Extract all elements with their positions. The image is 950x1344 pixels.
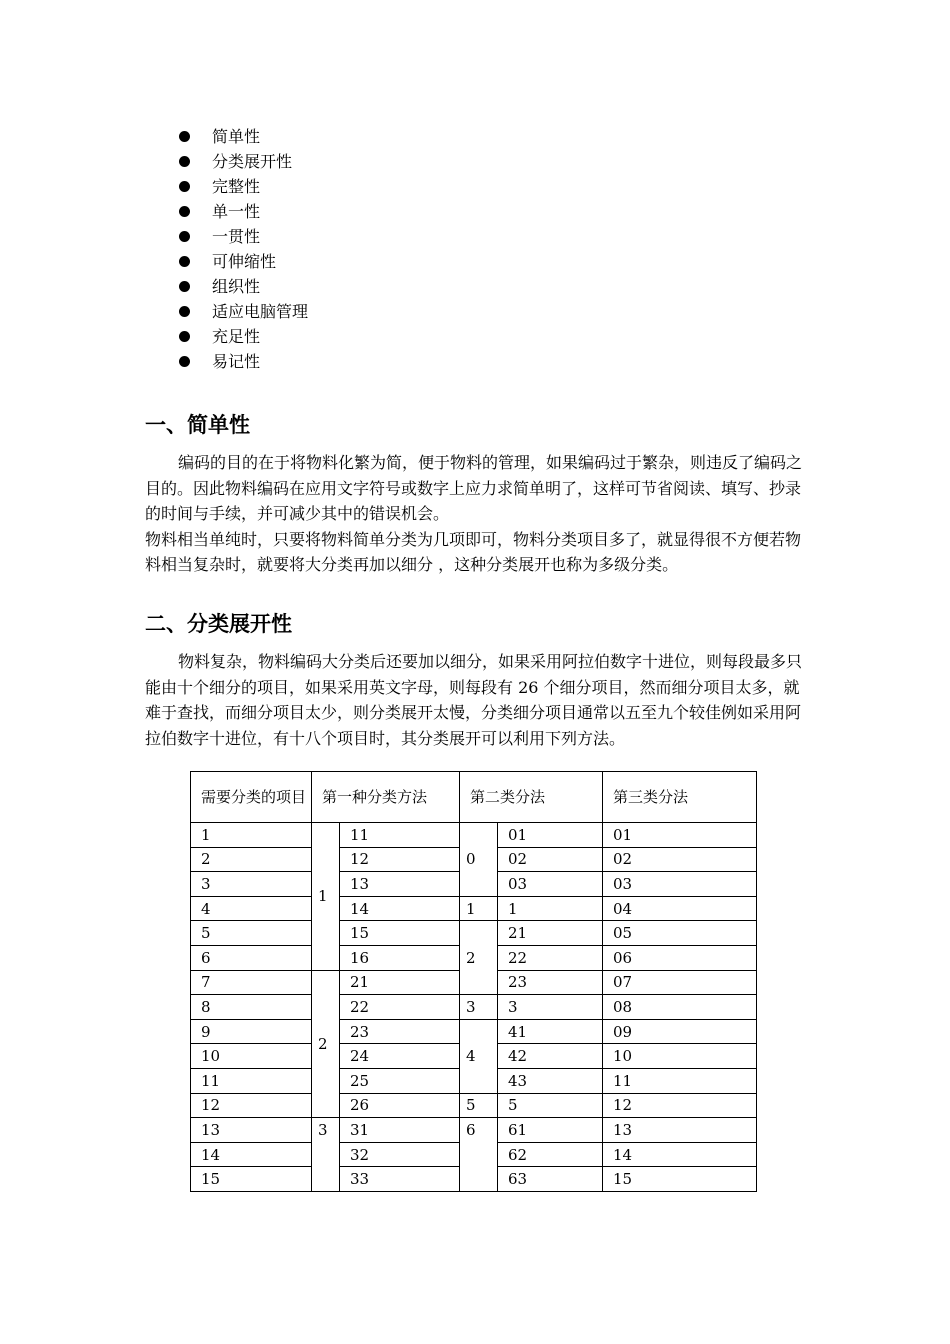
bullet-dot-icon (179, 256, 190, 267)
table-row (191, 823, 757, 848)
table-cell: 11 (340, 823, 460, 848)
table-cell: 03 (603, 872, 757, 897)
table-cell: 0 (460, 823, 498, 897)
table-cell: 16 (340, 945, 460, 970)
section-heading-expandability: 二、分类展开性 (145, 612, 292, 636)
header-cell: 第三类分法 (603, 772, 757, 823)
bullet-dot-icon (179, 306, 190, 317)
table-cell: 03 (498, 872, 603, 897)
table-cell: 5 (460, 1093, 498, 1118)
table-cell: 13 (191, 1118, 312, 1143)
bullet-dot-icon (179, 331, 190, 342)
table-cell: 15 (340, 921, 460, 946)
list-item: 完整性 (172, 174, 308, 199)
table-row (191, 995, 757, 1020)
table-cell: 2 (191, 847, 312, 872)
table-cell: 04 (603, 896, 757, 921)
section-heading-simplicity: 一、简单性 (145, 413, 250, 437)
table-cell: 12 (603, 1093, 757, 1118)
list-item: 组织性 (172, 274, 308, 299)
table-cell: 31 (340, 1118, 460, 1143)
table-cell: 1 (460, 896, 498, 921)
table-cell: 63 (498, 1167, 603, 1192)
table-cell: 13 (340, 872, 460, 897)
paragraph: 物料相当单纯时，只要将物料简单分类为几项即可，物料分类项目多了，就显得很不方便若物料相当复杂时，就要将大分类再加以细分 ，这种分类展开也称为多级分类。 (145, 529, 802, 574)
table-cell: 06 (603, 945, 757, 970)
table-row (191, 1093, 757, 1118)
table-cell: 02 (498, 847, 603, 872)
table-cell: 42 (498, 1044, 603, 1069)
table-cell: 7 (191, 970, 312, 995)
table-cell: 1 (498, 896, 603, 921)
header-cell: 需要分类的项目 (191, 772, 312, 823)
table-cell: 3 (460, 995, 498, 1020)
header-cell: 第一种分类方法 (312, 772, 460, 823)
list-item: 分类展开性 (172, 149, 308, 174)
table-header-row (191, 772, 757, 823)
table-cell: 11 (603, 1068, 757, 1093)
header-cell: 第二类分法 (460, 772, 603, 823)
bullet-dot-icon (179, 206, 190, 217)
list-item: 可伸缩性 (172, 249, 308, 274)
table-cell: 23 (340, 1019, 460, 1044)
list-item: 单一性 (172, 199, 308, 224)
bullet-dot-icon (179, 281, 190, 292)
table-cell: 12 (340, 847, 460, 872)
table-cell: 3 (312, 1118, 340, 1192)
table-cell: 3 (191, 872, 312, 897)
table-cell: 24 (340, 1044, 460, 1069)
table-cell: 9 (191, 1019, 312, 1044)
table-cell: 1 (191, 823, 312, 848)
bullet-dot-icon (179, 131, 190, 142)
table-cell: 1 (312, 823, 340, 971)
table-cell: 62 (498, 1142, 603, 1167)
table-cell: 23 (498, 970, 603, 995)
table-cell: 10 (603, 1044, 757, 1069)
table-cell: 21 (498, 921, 603, 946)
paragraph: 物料复杂，物料编码大分类后还要加以细分，如果采用阿拉伯数字十进位，则每段最多只能由十个细分的项目，如果采用英文字母，则每段有 26 个细分项目，然而细分项目太多，就难于查找，而细分项目太少，则分类展开太慢，分类细分项目通常以五至九个较佳例如采用阿拉伯数字十进位，有十八个项目时，其分类展开可以利用下列方法。 (145, 652, 803, 748)
table-cell: 08 (603, 995, 757, 1020)
table-cell: 3 (498, 995, 603, 1020)
table-row (191, 921, 757, 946)
table-cell: 25 (340, 1068, 460, 1093)
table-cell: 02 (603, 847, 757, 872)
table-cell: 33 (340, 1167, 460, 1192)
list-item: 充足性 (172, 324, 308, 349)
table-cell: 5 (498, 1093, 603, 1118)
table-cell: 05 (603, 921, 757, 946)
table-cell: 2 (312, 970, 340, 1118)
table-cell: 01 (498, 823, 603, 848)
table-cell: 61 (498, 1118, 603, 1143)
table-cell: 4 (191, 896, 312, 921)
table-cell: 11 (191, 1068, 312, 1093)
bullet-dot-icon (179, 181, 190, 192)
table-cell: 13 (603, 1118, 757, 1143)
table-cell: 4 (460, 1019, 498, 1093)
table-cell: 01 (603, 823, 757, 848)
table-row (191, 896, 757, 921)
table-cell: 22 (498, 945, 603, 970)
table-cell: 41 (498, 1019, 603, 1044)
table-cell: 22 (340, 995, 460, 1020)
section-body-simplicity (145, 450, 807, 578)
section-body-expandability (145, 649, 807, 751)
table-cell: 07 (603, 970, 757, 995)
list-item: 一贯性 (172, 224, 308, 249)
bullet-dot-icon (179, 231, 190, 242)
table-cell: 43 (498, 1068, 603, 1093)
table-cell: 10 (191, 1044, 312, 1069)
table-cell: 14 (603, 1142, 757, 1167)
list-item: 易记性 (172, 349, 308, 374)
table-cell: 21 (340, 970, 460, 995)
table-cell: 5 (191, 921, 312, 946)
bullet-dot-icon (179, 356, 190, 367)
list-item: 简单性 (172, 124, 308, 149)
table-cell: 26 (340, 1093, 460, 1118)
property-list (172, 124, 308, 374)
table-row (191, 1118, 757, 1143)
table-cell: 15 (191, 1167, 312, 1192)
table-cell: 14 (340, 896, 460, 921)
paragraph: 编码的目的在于将物料化繁为简，便于物料的管理，如果编码过于繁杂，则违反了编码之目的。因此物料编码在应用文字符号或数字上应力求简单明了，这样可节省阅读、填写、抄录的时间与手续，并可减少其中的错误机会。 (145, 453, 803, 523)
table-cell: 2 (460, 921, 498, 995)
table-cell: 6 (460, 1118, 498, 1192)
bullet-dot-icon (179, 156, 190, 167)
table-cell: 09 (603, 1019, 757, 1044)
table-row (191, 1019, 757, 1044)
list-item: 适应电脑管理 (172, 299, 308, 324)
classification-table (190, 771, 757, 1192)
table-cell: 15 (603, 1167, 757, 1192)
table-cell: 8 (191, 995, 312, 1020)
table-cell: 14 (191, 1142, 312, 1167)
table-cell: 12 (191, 1093, 312, 1118)
table-cell: 6 (191, 945, 312, 970)
table-cell: 32 (340, 1142, 460, 1167)
